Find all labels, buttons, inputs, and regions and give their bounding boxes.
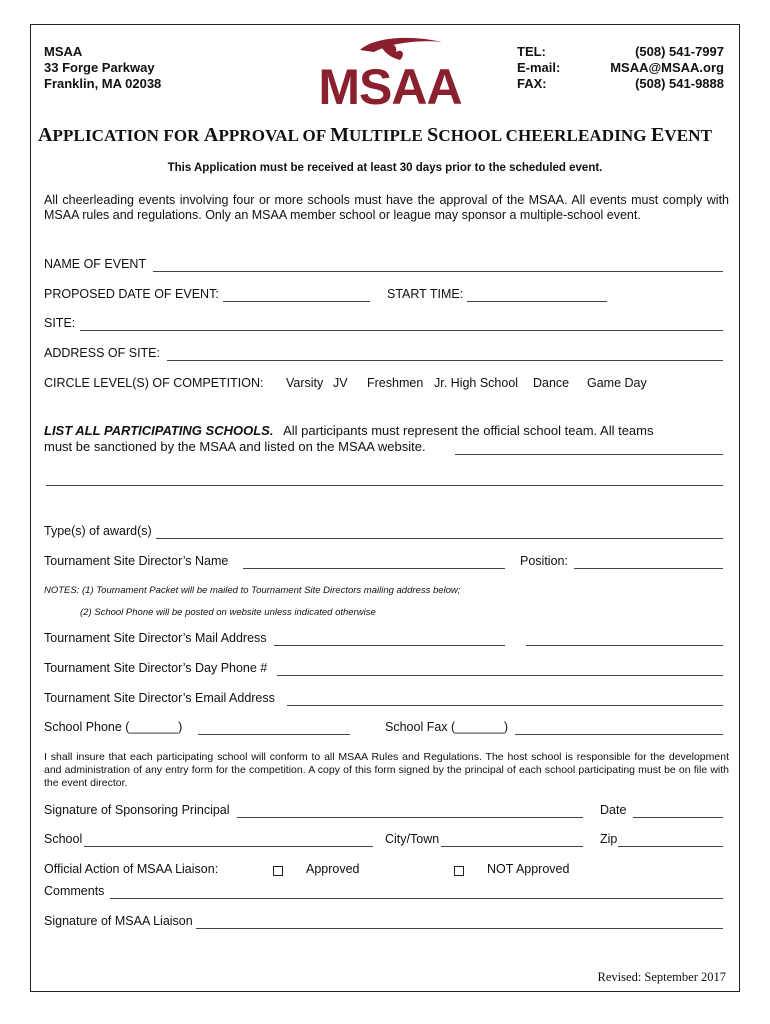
org-address xyxy=(44,44,161,92)
start-time-field[interactable] xyxy=(467,301,607,302)
contact-values xyxy=(610,44,724,92)
title-cap: A xyxy=(38,124,53,146)
compliance-statement: I shall insure that each participating school will conform to all MSAA Rules and Regulations. The host school is responsible for the development and administration of any entry form for the competition. A copy of this form signed by the principal of each school participating must be on file with the event director. xyxy=(44,751,729,789)
note-2: (2) School Phone will be posted on website unless indicated otherwise xyxy=(80,607,376,618)
level-dance[interactable]: Dance xyxy=(533,376,570,390)
name-of-event-field[interactable] xyxy=(153,271,723,272)
title-part: VENT xyxy=(664,126,713,145)
schools-heading: LIST ALL PARTICIPATING SCHOOLS. xyxy=(44,423,274,438)
start-time-label: START TIME: xyxy=(387,287,464,301)
approved-label: Approved xyxy=(306,862,360,876)
msaa-logo xyxy=(312,34,468,108)
director-name-field[interactable] xyxy=(243,568,505,569)
fax-value: (508) 541-9888 xyxy=(635,76,724,91)
principal-signature-field[interactable] xyxy=(237,817,583,818)
schools-list-field-2[interactable] xyxy=(46,485,723,486)
logo-text: MSAA xyxy=(318,59,462,108)
fax-label: FAX: xyxy=(517,76,547,91)
address-of-site-label: ADDRESS OF SITE: xyxy=(44,346,160,360)
position-field[interactable] xyxy=(574,568,723,569)
zip-field[interactable] xyxy=(618,846,723,847)
site-label: SITE: xyxy=(44,316,76,330)
schools-text2: must be sanctioned by the MSAA and listed on the MSAA website. xyxy=(44,439,426,454)
site-field[interactable] xyxy=(80,330,723,331)
title-part: CHOOL CHEERLEADING xyxy=(438,126,651,145)
school-fax-field[interactable] xyxy=(515,734,723,735)
school-field[interactable] xyxy=(84,846,373,847)
date-label: Date xyxy=(600,803,627,817)
title-cap: S xyxy=(427,124,439,146)
revised-date: Revised: September 2017 xyxy=(597,970,726,984)
title-part: PPLICATION FOR xyxy=(52,126,204,145)
approved-checkbox[interactable] xyxy=(273,866,283,876)
school-phone-field[interactable] xyxy=(198,734,350,735)
city-label: City/Town xyxy=(385,832,440,846)
deadline-notice: This Application must be received at least 30 days prior to the scheduled event. xyxy=(167,162,603,174)
address-line2: Franklin, MA 02038 xyxy=(44,76,162,91)
director-email-field[interactable] xyxy=(287,705,723,706)
proposed-date-field[interactable] xyxy=(223,301,370,302)
city-field[interactable] xyxy=(441,846,583,847)
comments-label: Comments xyxy=(44,884,105,898)
school-phone-label: School Phone (_______) xyxy=(44,720,183,734)
tel-label: TEL: xyxy=(517,44,546,59)
schools-list-field[interactable] xyxy=(455,454,723,455)
liaison-signature-label: Signature of MSAA Liaison xyxy=(44,914,193,928)
proposed-date-label: PROPOSED DATE OF EVENT: xyxy=(44,287,219,301)
email-label: E-mail: xyxy=(517,60,561,75)
title-cap: A xyxy=(203,124,219,146)
date-field[interactable] xyxy=(633,817,723,818)
level-jv[interactable]: JV xyxy=(333,376,348,390)
director-name-label: Tournament Site Director’s Name xyxy=(44,554,229,568)
principal-signature-label: Signature of Sponsoring Principal xyxy=(44,803,230,817)
title-part: PPROVAL OF xyxy=(218,126,331,145)
address-line1: 33 Forge Parkway xyxy=(44,60,155,75)
awards-label: Type(s) of award(s) xyxy=(44,524,152,538)
comments-field[interactable] xyxy=(110,898,723,899)
not-approved-label: NOT Approved xyxy=(487,862,570,876)
level-game-day[interactable]: Game Day xyxy=(587,376,647,390)
school-label: School xyxy=(44,832,83,846)
awards-field[interactable] xyxy=(156,538,723,539)
circle-levels-label: CIRCLE LEVEL(S) OF COMPETITION: xyxy=(44,376,264,390)
address-of-site-field[interactable] xyxy=(167,360,723,361)
org-name: MSAA xyxy=(44,44,83,59)
email-value: MSAA@MSAA.org xyxy=(610,60,724,75)
zip-label: Zip xyxy=(600,832,618,846)
form-title xyxy=(38,124,712,147)
note-1: NOTES: (1) Tournament Packet will be mailed to Tournament Site Directors mailing address below; xyxy=(44,585,461,596)
title-cap: M xyxy=(330,124,350,146)
liaison-signature-field[interactable] xyxy=(196,928,723,929)
level-freshmen[interactable]: Freshmen xyxy=(367,376,424,390)
level-varsity[interactable]: Varsity xyxy=(286,376,324,390)
level-jr-high[interactable]: Jr. High School xyxy=(434,376,519,390)
tel-value: (508) 541-7997 xyxy=(635,44,724,59)
school-fax-label: School Fax (_______) xyxy=(385,720,508,734)
schools-instructions xyxy=(44,423,654,438)
director-mail-field-2[interactable] xyxy=(526,645,723,646)
director-phone-field[interactable] xyxy=(277,675,723,676)
director-phone-label: Tournament Site Director’s Day Phone # xyxy=(44,661,268,675)
director-mail-label: Tournament Site Director’s Mail Address xyxy=(44,631,267,645)
not-approved-checkbox[interactable] xyxy=(454,866,464,876)
intro-paragraph: All cheerleading events involving four or more schools must have the approval of the MSAA. All events must comply with MSAA rules and regulations. Only an MSAA member school or league may sponsor a multiple-school event. xyxy=(44,193,729,222)
official-action-label: Official Action of MSAA Liaison: xyxy=(44,862,219,876)
position-label: Position: xyxy=(520,554,568,568)
name-of-event-label: NAME OF EVENT xyxy=(44,257,147,271)
title-part: ULTIPLE xyxy=(349,126,428,145)
title-cap: E xyxy=(650,124,665,146)
director-mail-field[interactable] xyxy=(274,645,505,646)
schools-text1: All participants must represent the official school team. All teams xyxy=(283,423,654,438)
director-email-label: Tournament Site Director’s Email Address xyxy=(44,691,275,705)
contact-labels xyxy=(517,44,560,92)
